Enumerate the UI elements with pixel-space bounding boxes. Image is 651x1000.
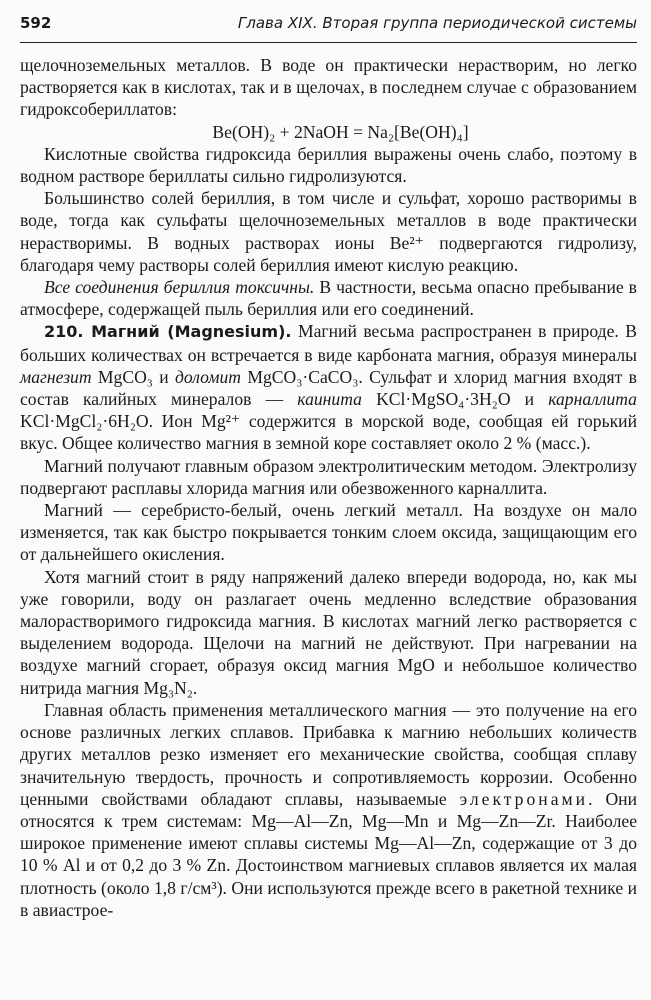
page-number: 592 (20, 14, 52, 32)
paragraph-7: Магний — серебристо-белый, очень легкий металл. На воздухе он мало изменяется, так как быстро покрывается тонким слоем оксида, защищающим его от дальнейшего окисления. (20, 500, 637, 565)
mineral-dolomite: доломит (175, 366, 242, 387)
paragraph-9: Главная область применения металлического магния — это получение на его основе различных легких сплавов. Прибавка к магнию небольших количеств других металлов резко изменяет его механические свойства, сообщая сплаву значительную твердость, прочность и сопротивляемость коррозии. Особенно ценными свойствами обладают сплавы, называемые электронами. Они относятся к трем системам: Mg—Al—Zn, Mg—Mn и Mg—Zn—Zr. Наиболее широкое применение имеют сплавы системы Mg—Al—Zn, содержащие от 3 до 10 % Al и от 0,2 до 3 % Zn. Достоинством магниевых сплавов является их малая плотность (около 1,8 г/см³). Они используются прежде всего в ракетной технике и в авиастрое- (20, 699, 638, 920)
mineral-magnesite: магнезит (20, 366, 92, 387)
paragraph-8: Хотя магний стоит в ряду напряжений далеко впереди водорода, но, как мы уже говорили, воду он разлагает очень медленно вследствие образования малорастворимого гидроксида магния. В кислотах магний легко растворяется с выделением водорода. Щелочи на магний не действуют. При нагревании на воздухе магний сгорает, образуя оксид магния MgO и небольшое количество нитрида магния Mg₃N₂. (20, 566, 637, 698)
page-header (20, 8, 637, 43)
page-body (20, 54, 637, 921)
mineral-carnallite: карналлита (548, 389, 637, 410)
section-heading: 210. Магний (Magnesium). (44, 322, 292, 342)
mineral-kainite: каинита (297, 389, 362, 410)
spaced-term-electrons: электронами (459, 788, 589, 809)
chapter-title: Глава XIX. Вторая группа периодической системы (237, 14, 637, 32)
paragraph-4: Все соединения бериллия токсичны. В частности, весьма опасно пребывание в атмосфере, содержащей пыль бериллия или его соединений. (20, 277, 637, 320)
paragraph-1: щелочноземельных металлов. В воде он практически нерастворим, но легко растворяется как в кислотах, так и в щелочах, в последнем случае с образованием гидроксобериллатов: (20, 55, 637, 120)
paragraph-2: Кислотные свойства гидроксида бериллия выражены очень слабо, поэтому в водном растворе бериллаты сильно гидролизуются. (20, 143, 637, 187)
paragraph-magnesium: 210. Магний (Magnesium). Магний весьма распространен в природе. В больших количествах он встречается в виде карбоната магния, образуя минералы магнезит MgCO₃ и доломит MgCO₃·CaCO₃. Сульфат и хлорид магния входят в состав калийных минералов — каинита KCl·MgSO₄·3H₂O и карналлита KCl·MgCl₂·6H₂O. Ион Mg²⁺ содержится в морской воде, сообщая ей горький вкус. Общее количество магния в земной коре составляет около 2 % (масс.). (20, 321, 637, 454)
formula-beryllium-hydroxide: Be(OH)₂ + 2NaOH = Na₂[Be(OH)₄] (212, 121, 469, 142)
paragraph-3: Большинство солей бериллия, в том числе и сульфат, хорошо растворимы в воде, тогда как сульфаты щелочноземельных металлов в воде практически нерастворимы. В водных растворах ионы Be²⁺ подвергаются гидролизу, благодаря чему растворы солей бериллия имеют кислую реакцию. (20, 188, 637, 275)
paragraph-6: Магний получают главным образом электролитическим методом. Электролизу подвергают расплавы хлорида магния или обезвоженного карналлита. (20, 455, 637, 498)
toxicity-note: Все соединения бериллия токсичны. (44, 277, 315, 298)
